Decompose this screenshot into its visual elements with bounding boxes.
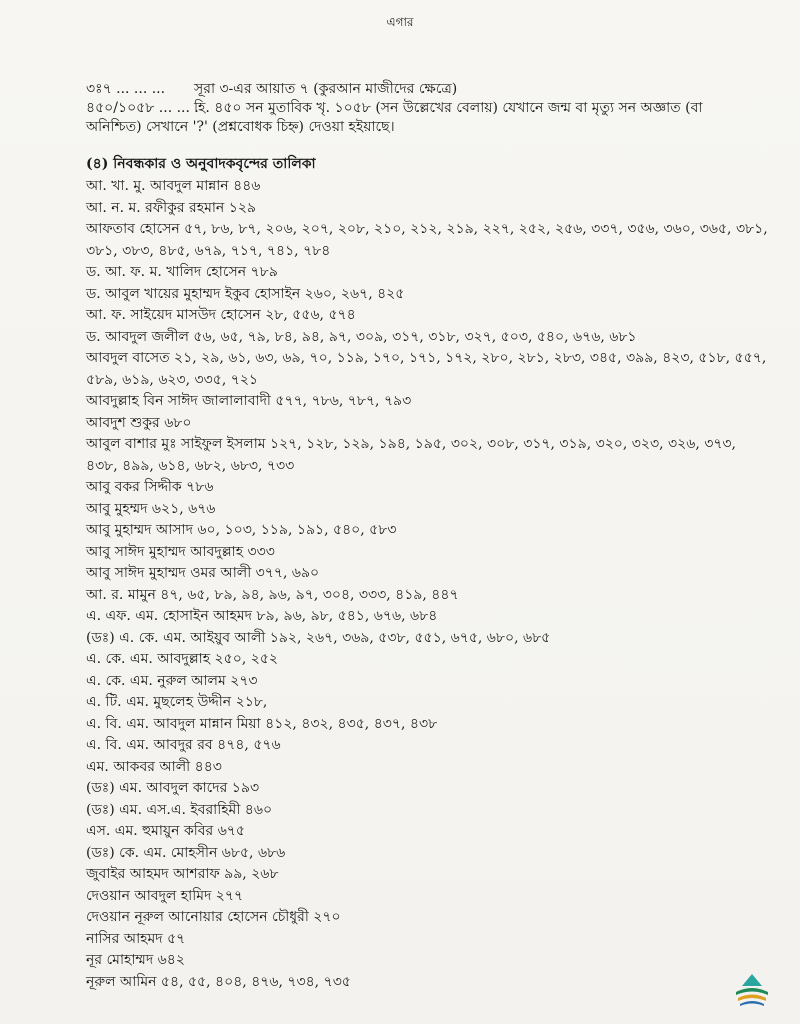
note-row — [86, 99, 776, 118]
contributor-entry: আবু মুহম্মদ ৬২১, ৬৭৬ — [86, 500, 216, 517]
contributor-entry: আ. র. মামুন ৪৭, ৬৫, ৮৯, ৯৪, ৯৬, ৯৭, ৩০৪, ৩৩৩, ৪১৯, ৪৪৭ — [86, 586, 459, 603]
contributor-entry: নূরুল আমিন ৫৪, ৫৫, ৪০৪, ৪৭৬, ৭৩৪, ৭৩৫ — [86, 973, 351, 990]
note-text: হি. ৪৫০ সন মুতাবিক খৃ. ১০৫৮ (সন উল্লেখের বেলায়) যেখানে জন্ম বা মৃত্যু সন অজ্ঞাত (বা — [194, 100, 703, 116]
note-continuation: অনিশ্চিত) সেখানে '?' (প্রশ্নবোধক চিহ্ন) দেওয়া হইয়াছে। — [86, 119, 395, 135]
contributor-entry: (ডঃ) এ. কে. এম. আইয়ুব আলী ১৯২, ২৬৭, ৩৬৯, ৫৩৮, ৫৫১, ৬৭৫, ৬৮০, ৬৮৫ — [86, 629, 551, 646]
contributor-entry: আবু সাঈদ মুহাম্মদ ওমর আলী ৩৭৭, ৬৯০ — [86, 565, 320, 581]
contributor-entry: ৪৩৮, ৪৯৯, ৬১৪, ৬৮২, ৬৮৩, ৭৩৩ — [86, 457, 295, 474]
contributor-entry: ড. আবুল খায়ের মুহাম্মদ ইকুব হোসাইন ২৬০, ২৬৭, ৪২৫ — [86, 285, 405, 302]
contributor-entry: এ. টি. এম. মুছলেহ উদ্দীন ২১৮, — [86, 694, 268, 710]
contributor-entry: (ডঃ) কে. এম. মোহসীন ৬৮৫, ৬৮৬ — [86, 844, 286, 861]
contributor-entry: (ডঃ) এম. আবদুল কাদের ১৯৩ — [86, 780, 260, 796]
contributor-entry: আবদুল্লাহ বিন সাঈদ জালালাবাদী ৫৭৭, ৭৮৬, ৭৮৭, ৭৯৩ — [86, 393, 412, 409]
contributor-entry: আ. ফ. সাইয়েদ মাসউদ হোসেন ২৮, ৫৫৬, ৫৭৪ — [86, 307, 356, 323]
contributor-entry: আফতাব হোসেন ৫৭, ৮৬, ৮৭, ২০৬, ২০৭, ২০৮, ২১০, ২১২, ২১৯, ২২৭, ২৫২, ২৫৬, ৩৩৭, ৩৫৬, ৩৬০, ৩৬৫, ৩৮১, — [86, 221, 768, 237]
contributor-entry: (ডঃ) এম. এস.এ. ইবরাহিমী ৪৬০ — [86, 801, 273, 818]
contributor-entry: ৩৮১, ৩৮৩, ৪৮৫, ৬৭৯, ৭১৭, ৭৪১, ৭৮৪ — [86, 242, 331, 259]
contributor-entry: ৫৮৯, ৬১৯, ৬২৩, ৩৩৫, ৭২১ — [86, 371, 259, 388]
section-title: (৪) নিবন্ধকার ও অনুবাদকবৃন্দের তালিকা — [86, 156, 316, 172]
publisher-logo-icon — [732, 970, 772, 1010]
contributor-entry: আবু বকর সিদ্দীক ৭৮৬ — [86, 479, 214, 495]
contributor-entry: আবদুশ শুকুর ৬৮০ — [86, 414, 192, 431]
abbreviation-notes — [86, 80, 776, 137]
note-row — [86, 80, 776, 99]
contributor-entry: আবু সাঈদ মুহাম্মদ আবদুল্লাহ ৩৩৩ — [86, 543, 275, 560]
contributor-entry: আবুল বাশার মুঃ সাইফুল ইসলাম ১২৭, ১২৮, ১২৯, ১৯৪, ১৯৫, ৩০২, ৩০৮, ৩১৭, ৩১৯, ৩২০, ৩২৩, ৩২৬, ৩৭৩, — [86, 436, 736, 452]
contributor-entry: দেওয়ান নূরুল আনোয়ার হোসেন চৌধুরী ২৭০ — [86, 909, 341, 925]
contributor-entry: এস. এম. হুমায়ুন কবির ৬৭৫ — [86, 823, 245, 839]
contributor-entry: দেওয়ান আবদুল হামিদ ২৭৭ — [86, 887, 244, 904]
note-text: সূরা ৩-এর আয়াত ৭ (কুরআন মাজীদের ক্ষেত্রে) — [194, 81, 458, 97]
contributor-entry: নাসির আহমদ ৫৭ — [86, 930, 186, 947]
contributor-entry: আ. খা. মু. আবদুল মান্নান ৪৪৬ — [86, 178, 261, 194]
note-key: ৩ঃ৭ ... ... ... — [86, 81, 166, 97]
contributor-entry: এ. কে. এম. নুরুল আলম ২৭৩ — [86, 672, 258, 689]
contributor-entry: আ. ন. ম. রফীকুর রহমান ১২৯ — [86, 199, 257, 216]
contributor-entry: এ. কে. এম. আবদুল্লাহ ২৫০, ২৫২ — [86, 651, 279, 667]
contributor-entry: ড. আবদুল জলীল ৫৬, ৬৫, ৭৯, ৮৪, ৯৪, ৯৭, ৩০৯, ৩১৭, ৩১৮, ৩২৭, ৫০৩, ৫৪০, ৬৭৬, ৬৮১ — [86, 328, 637, 345]
contributor-list — [86, 176, 776, 993]
contributor-entry: আবদুল বাসেত ২১, ২৯, ৬১, ৬৩, ৬৯, ৭০, ১১৯, ১৭০, ১৭১, ১৭২, ২৮০, ২৮১, ২৮৩, ৩৪৫, ৩৯৯, ৪২৩, ৫১৮, ৫৫৭, — [86, 350, 767, 366]
contributor-entry: এ. বি. এম. আবদুল মান্নান মিয়া ৪১২, ৪৩২, ৪৩৫, ৪৩৭, ৪৩৮ — [86, 715, 438, 732]
contributor-entry: ড. আ. ফ. ম. খালিদ হোসেন ৭৮৯ — [86, 264, 278, 280]
contributor-entry: জুবাইর আহমদ আশরাফ ৯৯, ২৬৮ — [86, 866, 279, 882]
page-header: এগার — [386, 15, 414, 29]
contributor-entry: নূর মোহাম্মদ ৬৪২ — [86, 952, 185, 968]
contributor-entry: আবু মুহাম্মদ আসাদ ৬০, ১০৩, ১১৯, ১৯১, ৫৪০, ৫৮৩ — [86, 522, 397, 538]
contributor-entry: এ. এফ. এম. হোসাইন আহমদ ৮৯, ৯৬, ৯৮, ৫৪১, ৬৭৬, ৬৮৪ — [86, 608, 438, 624]
contributor-entry: এম. আকবর আলী ৪৪৩ — [86, 758, 222, 775]
contributor-entry: এ. বি. এম. আবদুর রব ৪৭৪, ৫৭৬ — [86, 737, 281, 753]
note-key: ৪৫০/১০৫৮ ... ... . — [86, 100, 199, 116]
